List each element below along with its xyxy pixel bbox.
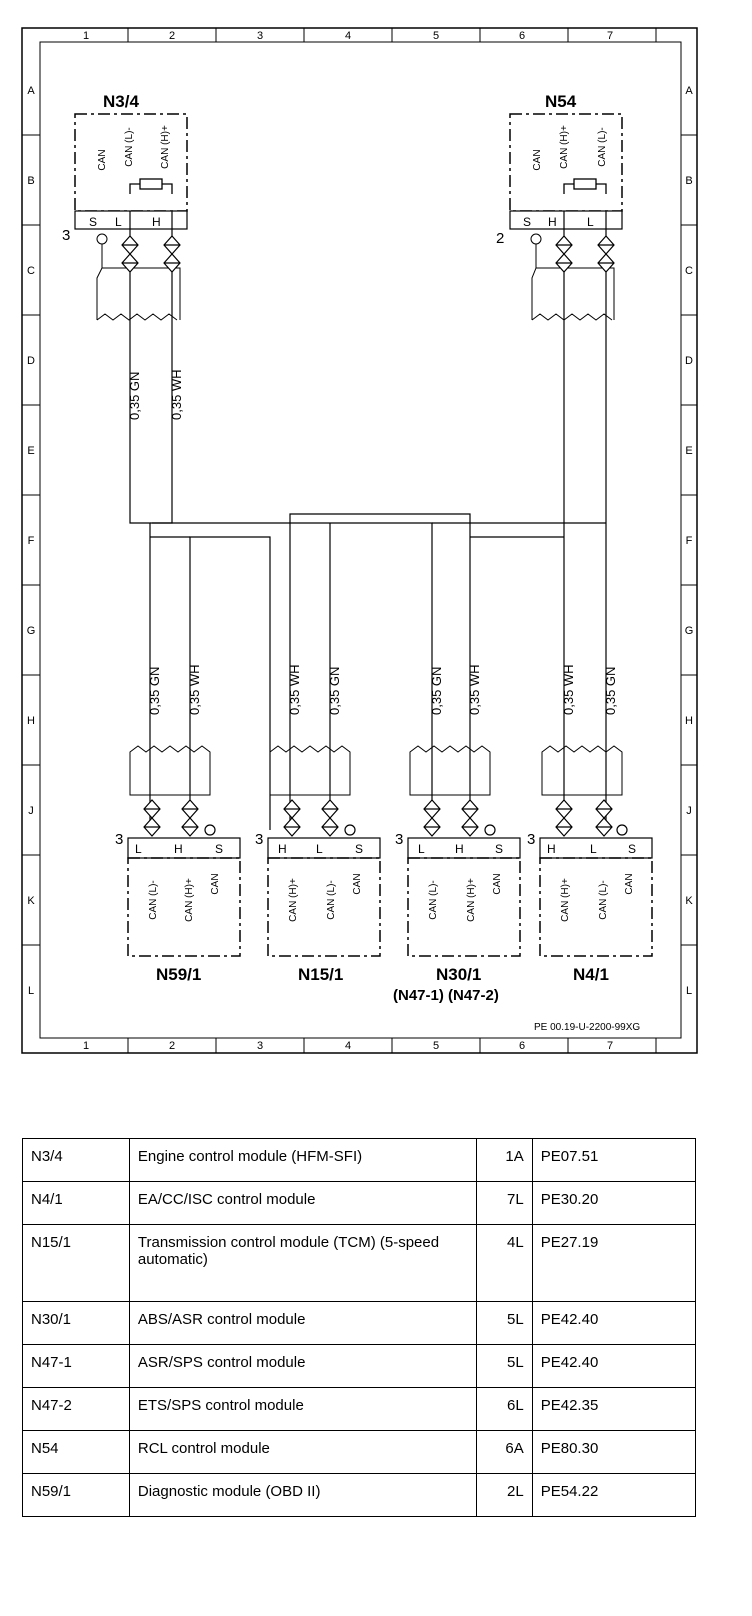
row-label: F bbox=[27, 535, 35, 547]
can-label: CAN bbox=[624, 873, 635, 895]
component-description: ETS/SPS control module bbox=[129, 1388, 476, 1431]
row-label: J bbox=[686, 805, 692, 817]
table-row bbox=[23, 1431, 696, 1474]
reference: PE07.51 bbox=[532, 1139, 695, 1182]
pin-label: L bbox=[590, 842, 597, 856]
row-label: C bbox=[685, 265, 693, 277]
wire-label: 0,35 WH bbox=[187, 664, 202, 715]
component-code: N47-1 bbox=[23, 1345, 130, 1388]
row-label: B bbox=[685, 175, 693, 187]
connector-number: 3 bbox=[62, 227, 71, 244]
pin-label: L bbox=[316, 842, 323, 856]
shields-bottom bbox=[130, 746, 622, 795]
pin-label: H bbox=[174, 842, 183, 856]
component-code: N59/1 bbox=[23, 1474, 130, 1517]
table-row bbox=[23, 1225, 696, 1302]
component-code: N15/1 bbox=[23, 1225, 130, 1302]
component-description: ABS/ASR control module bbox=[129, 1302, 476, 1345]
can-label: CAN bbox=[210, 873, 221, 895]
reference: PE42.35 bbox=[532, 1388, 695, 1431]
row-label: G bbox=[26, 625, 36, 637]
pin-label: S bbox=[89, 215, 98, 229]
pin-label: L bbox=[115, 215, 122, 229]
pin-label: S bbox=[215, 842, 224, 856]
table-row bbox=[23, 1182, 696, 1225]
row-label: D bbox=[27, 355, 35, 367]
reference: PE80.30 bbox=[532, 1431, 695, 1474]
can-label: CAN (H)+ bbox=[559, 125, 570, 169]
component-description: RCL control module bbox=[129, 1431, 476, 1474]
row-label: K bbox=[27, 895, 35, 907]
reference: PE42.40 bbox=[532, 1345, 695, 1388]
module-n15-1 bbox=[255, 831, 380, 984]
wire-labels-top bbox=[127, 369, 184, 420]
row-label: L bbox=[685, 985, 693, 997]
pin-label: S bbox=[523, 215, 532, 229]
pin-label: H bbox=[455, 842, 464, 856]
connector-number: 2 bbox=[496, 230, 505, 247]
connector-number: 3 bbox=[527, 831, 536, 848]
connector-diamonds-bottom bbox=[144, 800, 627, 836]
component-code: N30/1 bbox=[23, 1302, 130, 1345]
pin-label: S bbox=[628, 842, 637, 856]
col-label: 3 bbox=[256, 1040, 264, 1052]
connector-n59-1 bbox=[128, 838, 240, 858]
wire-labels-bottom bbox=[147, 664, 618, 715]
wire-label: 0,35 WH bbox=[287, 664, 302, 715]
col-label: 5 bbox=[432, 30, 440, 42]
reference: PE42.40 bbox=[532, 1302, 695, 1345]
pin-label: L bbox=[587, 215, 594, 229]
can-label: CAN (L)- bbox=[148, 880, 159, 920]
grid-location: 1A bbox=[476, 1139, 532, 1182]
can-label: CAN bbox=[492, 873, 503, 895]
row-label: G bbox=[684, 625, 694, 637]
table-row bbox=[23, 1474, 696, 1517]
wire-label: 0,35 WH bbox=[169, 369, 184, 420]
figure-code: PE 00.19-U-2200-99XG bbox=[534, 1022, 641, 1033]
grid-location: 6A bbox=[476, 1431, 532, 1474]
reference: PE54.22 bbox=[532, 1474, 695, 1517]
col-label: 2 bbox=[168, 1040, 176, 1052]
pin-label: L bbox=[418, 842, 425, 856]
component-code: N3/4 bbox=[23, 1139, 130, 1182]
row-label: H bbox=[27, 715, 35, 727]
col-label: 7 bbox=[606, 1040, 614, 1052]
col-label: 6 bbox=[518, 1040, 526, 1052]
wire-label: 0,35 GN bbox=[327, 666, 342, 715]
can-label: CAN (H)+ bbox=[288, 878, 299, 922]
module-label-n54: N54 bbox=[545, 92, 577, 111]
component-description: ASR/SPS control module bbox=[129, 1345, 476, 1388]
wire-label: 0,35 GN bbox=[147, 666, 162, 715]
component-code: N47-2 bbox=[23, 1388, 130, 1431]
col-label: 1 bbox=[82, 30, 90, 42]
module-n3-4 bbox=[62, 92, 187, 320]
module-n4-1 bbox=[527, 831, 652, 984]
module-n30-1 bbox=[393, 831, 520, 1004]
col-label: 3 bbox=[256, 30, 264, 42]
grid-location: 4L bbox=[476, 1225, 532, 1302]
row-label: D bbox=[685, 355, 693, 367]
grid-location: 5L bbox=[476, 1302, 532, 1345]
col-label: 4 bbox=[344, 30, 352, 42]
can-label: CAN (L)- bbox=[428, 880, 439, 920]
module-sublabel-n30-1: (N47-1) (N47-2) bbox=[393, 987, 499, 1004]
module-label-n3-4: N3/4 bbox=[103, 92, 139, 111]
row-label: E bbox=[27, 445, 35, 457]
wire-label: 0,35 GN bbox=[127, 371, 142, 420]
can-label: CAN (H)+ bbox=[560, 878, 571, 922]
can-bus-wires bbox=[130, 211, 606, 830]
grid-rows bbox=[22, 135, 697, 945]
terminating-resistor bbox=[574, 179, 596, 189]
component-description: Transmission control module (TCM) (5-speed automatic) bbox=[129, 1225, 476, 1302]
col-label: 4 bbox=[344, 1040, 352, 1052]
row-label: L bbox=[27, 985, 35, 997]
connector-n30-1 bbox=[408, 838, 520, 858]
wire-label: 0,35 GN bbox=[603, 666, 618, 715]
col-label: 6 bbox=[518, 30, 526, 42]
pin-label: L bbox=[135, 842, 142, 856]
grid-location: 2L bbox=[476, 1474, 532, 1517]
pin-label: H bbox=[548, 215, 557, 229]
reference: PE30.20 bbox=[532, 1182, 695, 1225]
wire-label: 0,35 WH bbox=[561, 664, 576, 715]
pin-label: H bbox=[547, 842, 556, 856]
row-label: C bbox=[27, 265, 35, 277]
module-label-n30-1: N30/1 bbox=[436, 965, 482, 984]
module-label-n59-1: N59/1 bbox=[156, 965, 202, 984]
row-label: H bbox=[685, 715, 693, 727]
col-label: 7 bbox=[606, 30, 614, 42]
component-description: EA/CC/ISC control module bbox=[129, 1182, 476, 1225]
can-label: CAN (L)- bbox=[598, 880, 609, 920]
can-label: CAN (H)+ bbox=[184, 878, 195, 922]
col-label: 2 bbox=[168, 30, 176, 42]
table-row bbox=[23, 1302, 696, 1345]
component-code: N54 bbox=[23, 1431, 130, 1474]
grid-location: 7L bbox=[476, 1182, 532, 1225]
connector-number: 3 bbox=[115, 831, 124, 848]
can-label: CAN (H)+ bbox=[466, 878, 477, 922]
row-label: B bbox=[27, 175, 35, 187]
can-label: CAN (L)- bbox=[326, 880, 337, 920]
row-label: A bbox=[685, 85, 693, 97]
grid-location: 5L bbox=[476, 1345, 532, 1388]
reference: PE27.19 bbox=[532, 1225, 695, 1302]
table-row bbox=[23, 1139, 696, 1182]
pin-label: H bbox=[278, 842, 287, 856]
wire-label: 0,35 GN bbox=[429, 666, 444, 715]
table-row bbox=[23, 1345, 696, 1388]
component-description: Diagnostic module (OBD II) bbox=[129, 1474, 476, 1517]
module-n54 bbox=[496, 92, 622, 320]
can-label: CAN bbox=[532, 149, 543, 171]
component-code: N4/1 bbox=[23, 1182, 130, 1225]
pin-label: S bbox=[355, 842, 364, 856]
pin-label: S bbox=[495, 842, 504, 856]
row-label: J bbox=[28, 805, 34, 817]
table-row bbox=[23, 1388, 696, 1431]
module-n59-1 bbox=[115, 831, 240, 984]
row-label: F bbox=[685, 535, 693, 547]
wire-label: 0,35 WH bbox=[467, 664, 482, 715]
row-label: A bbox=[27, 85, 35, 97]
can-label: CAN bbox=[97, 149, 108, 171]
can-label: CAN (H)+ bbox=[160, 125, 171, 169]
connector-number: 3 bbox=[255, 831, 264, 848]
connector-number: 3 bbox=[395, 831, 404, 848]
module-label-n4-1: N4/1 bbox=[573, 965, 609, 984]
grid-location: 6L bbox=[476, 1388, 532, 1431]
pin-label: H bbox=[152, 215, 161, 229]
component-legend bbox=[22, 1138, 696, 1517]
row-label: E bbox=[685, 445, 693, 457]
module-label-n15-1: N15/1 bbox=[298, 965, 344, 984]
terminating-resistor bbox=[140, 179, 162, 189]
row-label: K bbox=[685, 895, 693, 907]
can-label: CAN bbox=[352, 873, 363, 895]
can-label: CAN (L)- bbox=[124, 127, 135, 167]
col-label: 5 bbox=[432, 1040, 440, 1052]
component-description: Engine control module (HFM-SFI) bbox=[129, 1139, 476, 1182]
can-label: CAN (L)- bbox=[597, 127, 608, 167]
col-label: 1 bbox=[82, 1040, 90, 1052]
